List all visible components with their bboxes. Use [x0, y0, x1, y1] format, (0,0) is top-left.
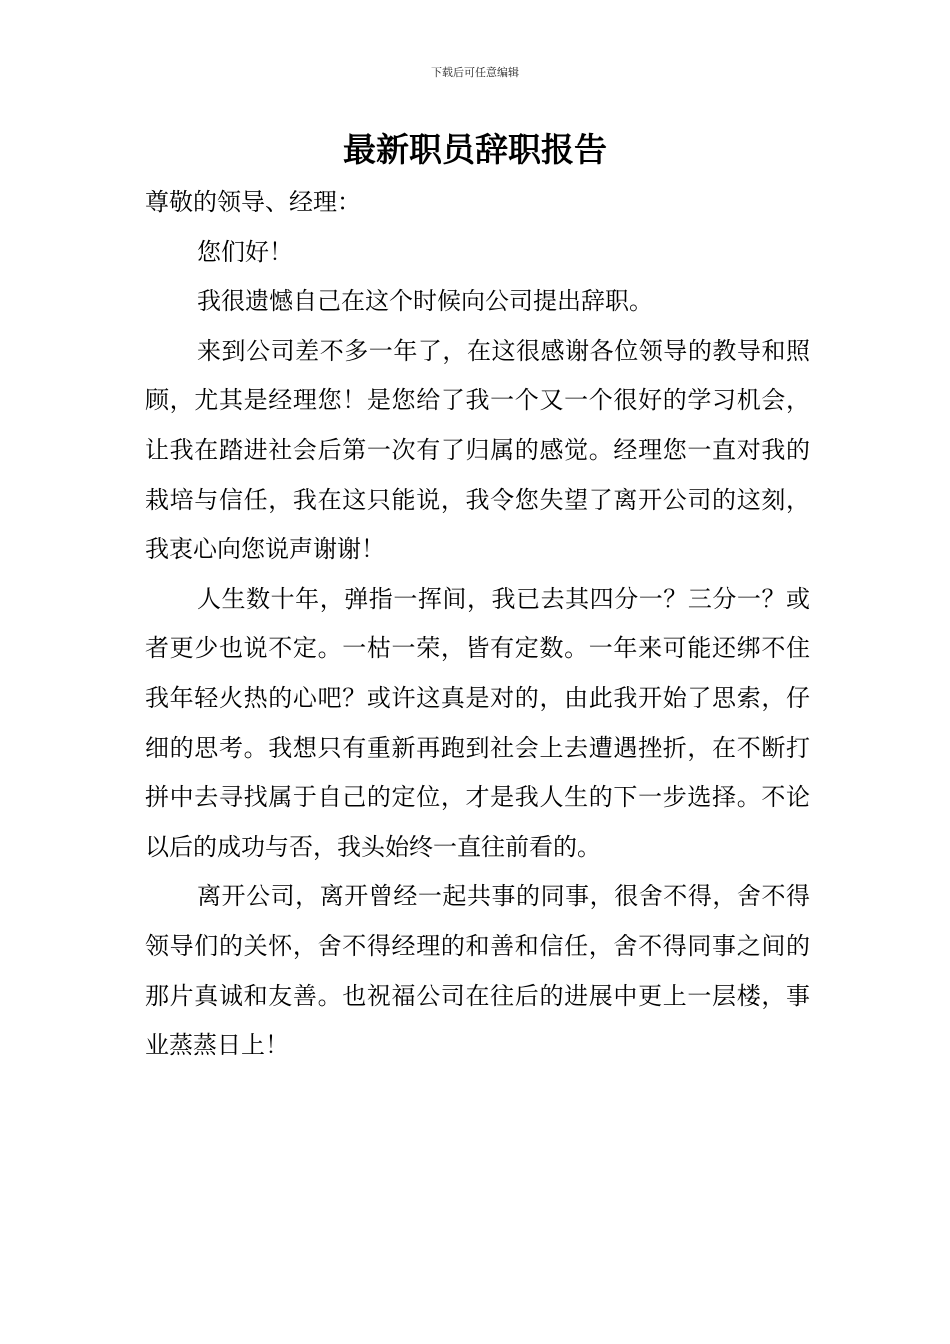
paragraph-farewell: 离开公司，离开曾经一起共事的同事，很舍不得，舍不得领导们的关怀，舍不得经理的和善和信任，舍不得同事之间的那片真诚和友善。也祝福公司在往后的进展中更上一层楼，事业蒸蒸日上！: [145, 882, 810, 1060]
paragraph-gratitude: 来到公司差不多一年了，在这很感谢各位领导的教导和照顾，尤其是经理您！是您给了我一个又一个很好的学习机会，让我在踏进社会后第一次有了归属的感觉。经理您一直对我的栽培与信任，我在这只能说，我令您失望了离开公司的这刻，我衷心向您说声谢谢！: [145, 336, 810, 564]
paragraph-reflection: 人生数十年，弹指一挥间，我已去其四分一？三分一？或者更少也说不定。一枯一荣，皆有定数。一年来可能还绑不住我年轻火热的心吧？或许这真是对的，由此我开始了思索，仔细的思考。我想只有重新再跑到社会上去遭遇挫折，在不断打拼中去寻找属于自己的定位，才是我人生的下一步选择。不论以后的成功与否，我头始终一直往前看的。: [145, 584, 810, 861]
paragraph-resignation-statement: 我很遗憾自己在这个时候向公司提出辞职。: [197, 287, 653, 316]
paragraph-greeting: 您们好！: [197, 237, 293, 266]
header-note: 下载后可任意编辑: [431, 66, 519, 79]
salutation: 尊敬的领导、经理：: [145, 188, 361, 216]
document-title: 最新职员辞职报告: [343, 130, 607, 169]
letter-body: [145, 178, 810, 1071]
